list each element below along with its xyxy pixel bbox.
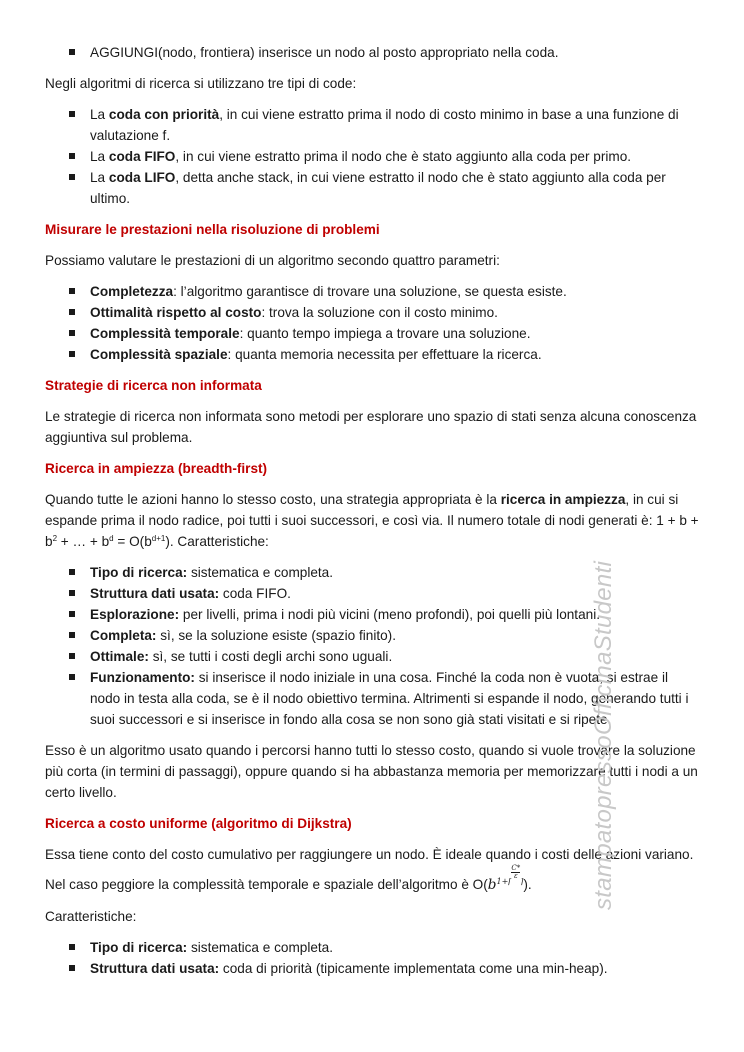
paragraph-prestazioni: Possiamo valutare le prestazioni di un algoritmo secondo quattro parametri: [45,253,500,268]
list-item: Esplorazione: per livelli, prima i nodi più vicini (meno profondi), poi quelli più lontani. [45,604,701,625]
paragraph-costo-uniforme: Essa tiene conto del costo cumulativo per raggiungere un nodo. È ideale quando i costi delle azioni variano. Nel caso peggiore la complessità temporale e spaziale dell’algoritmo è $O(b^{1+⌈ \frac{C*}{\varepsilon} ⌉})$. [45,847,694,893]
list-item: AGGIUNGI(nodo, frontiera) inserisce un nodo al posto appropriato nella coda. [45,42,701,63]
list-item: Tipo di ricerca: sistematica e completa. [45,562,701,583]
heading-costo-uniforme: Ricerca a costo uniforme (algoritmo di Dijkstra) [45,816,352,831]
list-item: La coda FIFO, in cui viene estratto prima il nodo che è stato aggiunto alla coda per primo. [45,146,701,167]
list-item: Struttura dati usata: coda di priorità (tipicamente implementata come una min-heap). [45,958,701,979]
paragraph-code-intro: Negli algoritmi di ricerca si utilizzano tre tipi di code: [45,76,357,91]
code-types-list [45,104,701,209]
list-item: Funzionamento: si inserisce il nodo iniziale in una cosa. Finché la coda non è vuota, si estrae il nodo in testa alla coda, se è il nodo obiettivo termina. Altrimenti si espande il nodo, generando tutti i suoi successori e si inserisce in fondo alla cosa se non sono già stati visitati e si ripete. [45,667,701,730]
list-item: Ottimale: sì, se tutti i costi degli archi sono uguali. [45,646,701,667]
paragraph-ampiezza-uso: Esso è un algoritmo usato quando i percorsi hanno tutti lo stesso costo, quando si vuole trovare la soluzione più corta (in termini di passaggi), oppure quando si ha abbastanza memoria per memorizzare tutti i nodi a un certo livello. [45,743,698,800]
list-item: Ottimalità rispetto al costo: trova la soluzione con il costo minimo. [45,302,701,323]
heading-non-informata: Strategie di ricerca non informata [45,378,262,393]
heading-prestazioni: Misurare le prestazioni nella risoluzione di problemi [45,222,380,237]
intro-list [45,42,701,63]
costo-uniforme-list [45,937,701,979]
prestazioni-list [45,281,701,365]
heading-ampiezza: Ricerca in ampiezza (breadth-first) [45,461,268,476]
list-item: Struttura dati usata: coda FIFO. [45,583,701,604]
watermark: stampatopressoOfficinaStudenti [590,560,617,910]
math-exponent: 1+⌈ C* ε ⌉ [496,864,524,886]
math-fraction: $\frac{C*}{\varepsilon}$ [511,864,521,880]
list-item: La coda con priorità, in cui viene estratto prima il nodo di costo minimo in base a una funzione di valutazione f. [45,104,701,146]
list-item: La coda LIFO, detta anche stack, in cui viene estratto il nodo che è stato aggiunto alla coda per ultimo. [45,167,701,209]
list-item: Completezza: l’algoritmo garantisce di trovare una soluzione, se questa esiste. [45,281,701,302]
list-item: Complessità temporale: quanto tempo impiega a trovare una soluzione. [45,323,701,344]
math-base: b [487,877,497,893]
list-item: Tipo di ricerca: sistematica e completa. [45,937,701,958]
paragraph-caratteristiche: Caratteristiche: [45,909,137,924]
list-item: Completa: sì, se la soluzione esiste (spazio finito). [45,625,701,646]
list-item: Complessità spaziale: quanta memoria necessita per effettuare la ricerca. [45,344,701,365]
paragraph-non-informata: Le strategie di ricerca non informata sono metodi per esplorare uno spazio di stati senza alcuna conoscenza aggiuntiva sul problema. [45,409,697,445]
paragraph-ampiezza: Quando tutte le azioni hanno lo stesso costo, una strategia appropriata è la ricerca in ampiezza, in cui si espande prima il nodo radice, poi tutti i suoi successori, e così via. Il numero totale di nodi generati è: $1 + b + b^2$ + … + $b^d = O(b^{d+1})$. Caratteristiche: [45,492,699,549]
